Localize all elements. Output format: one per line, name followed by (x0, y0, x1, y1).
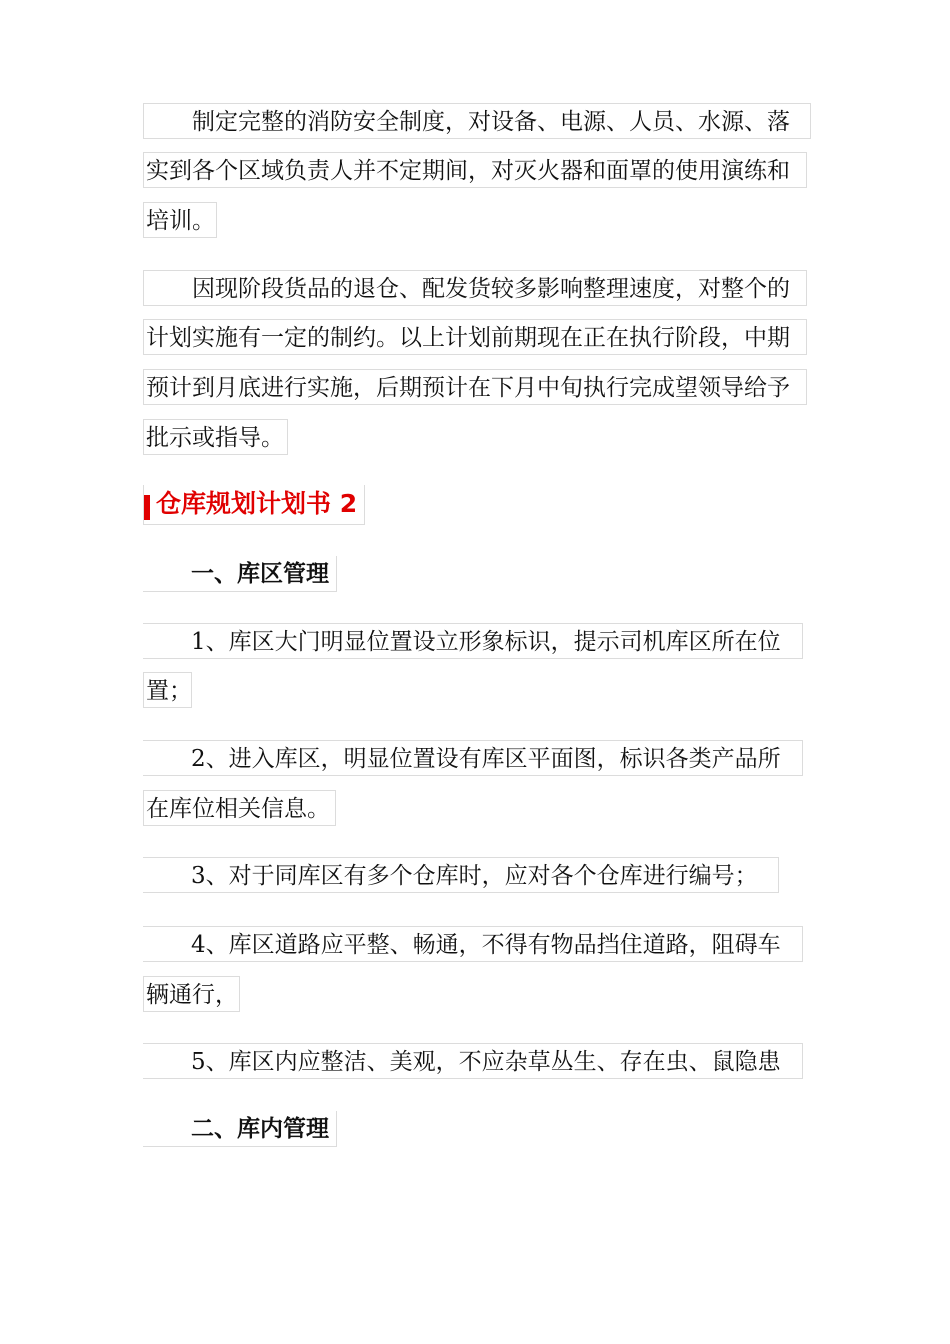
item-4-line-1: 4、库区道路应平整、畅通，不得有物品挡住道路，阻碍车 (143, 926, 803, 962)
section-title-text: 仓库规划计划书 2 (156, 489, 358, 518)
item-2-line-2: 在库位相关信息。 (143, 790, 336, 826)
para1-line-1: 制定完整的消防安全制度，对设备、电源、人员、水源、落 (143, 103, 811, 139)
item-3-line-1: 3、对于同库区有多个仓库时，应对各个仓库进行编号； (143, 857, 779, 893)
item-4-line-2: 辆通行， (143, 976, 240, 1012)
item-1-line-1: 1、库区大门明显位置设立形象标识，提示司机库区所在位 (143, 623, 803, 659)
para1-line-3: 培训。 (143, 202, 217, 238)
title-marker-bar (144, 495, 150, 520)
para2-line-4: 批示或指导。 (143, 419, 288, 455)
para2-line-1: 因现阶段货品的退仓、配发货较多影响整理速度，对整个的 (143, 270, 807, 306)
para2-line-3: 预计到月底进行实施，后期预计在下月中旬执行完成望领导给予 (143, 369, 807, 405)
item-2-line-1: 2、进入库区，明显位置设有库区平面图，标识各类产品所 (143, 740, 803, 776)
para2-line-2: 计划实施有一定的制约。以上计划前期现在正在执行阶段，中期 (143, 319, 807, 355)
para1-line-2: 实到各个区域负责人并不定期间，对灭火器和面罩的使用演练和 (143, 152, 807, 188)
item-5-line-1: 5、库区内应整洁、美观，不应杂草丛生、存在虫、鼠隐患 (143, 1043, 803, 1079)
heading-warehouse-area-management: 一、库区管理 (143, 556, 337, 592)
item-1-line-2: 置； (143, 672, 192, 708)
section-title (143, 485, 365, 525)
heading-in-warehouse-management: 二、库内管理 (143, 1111, 337, 1147)
